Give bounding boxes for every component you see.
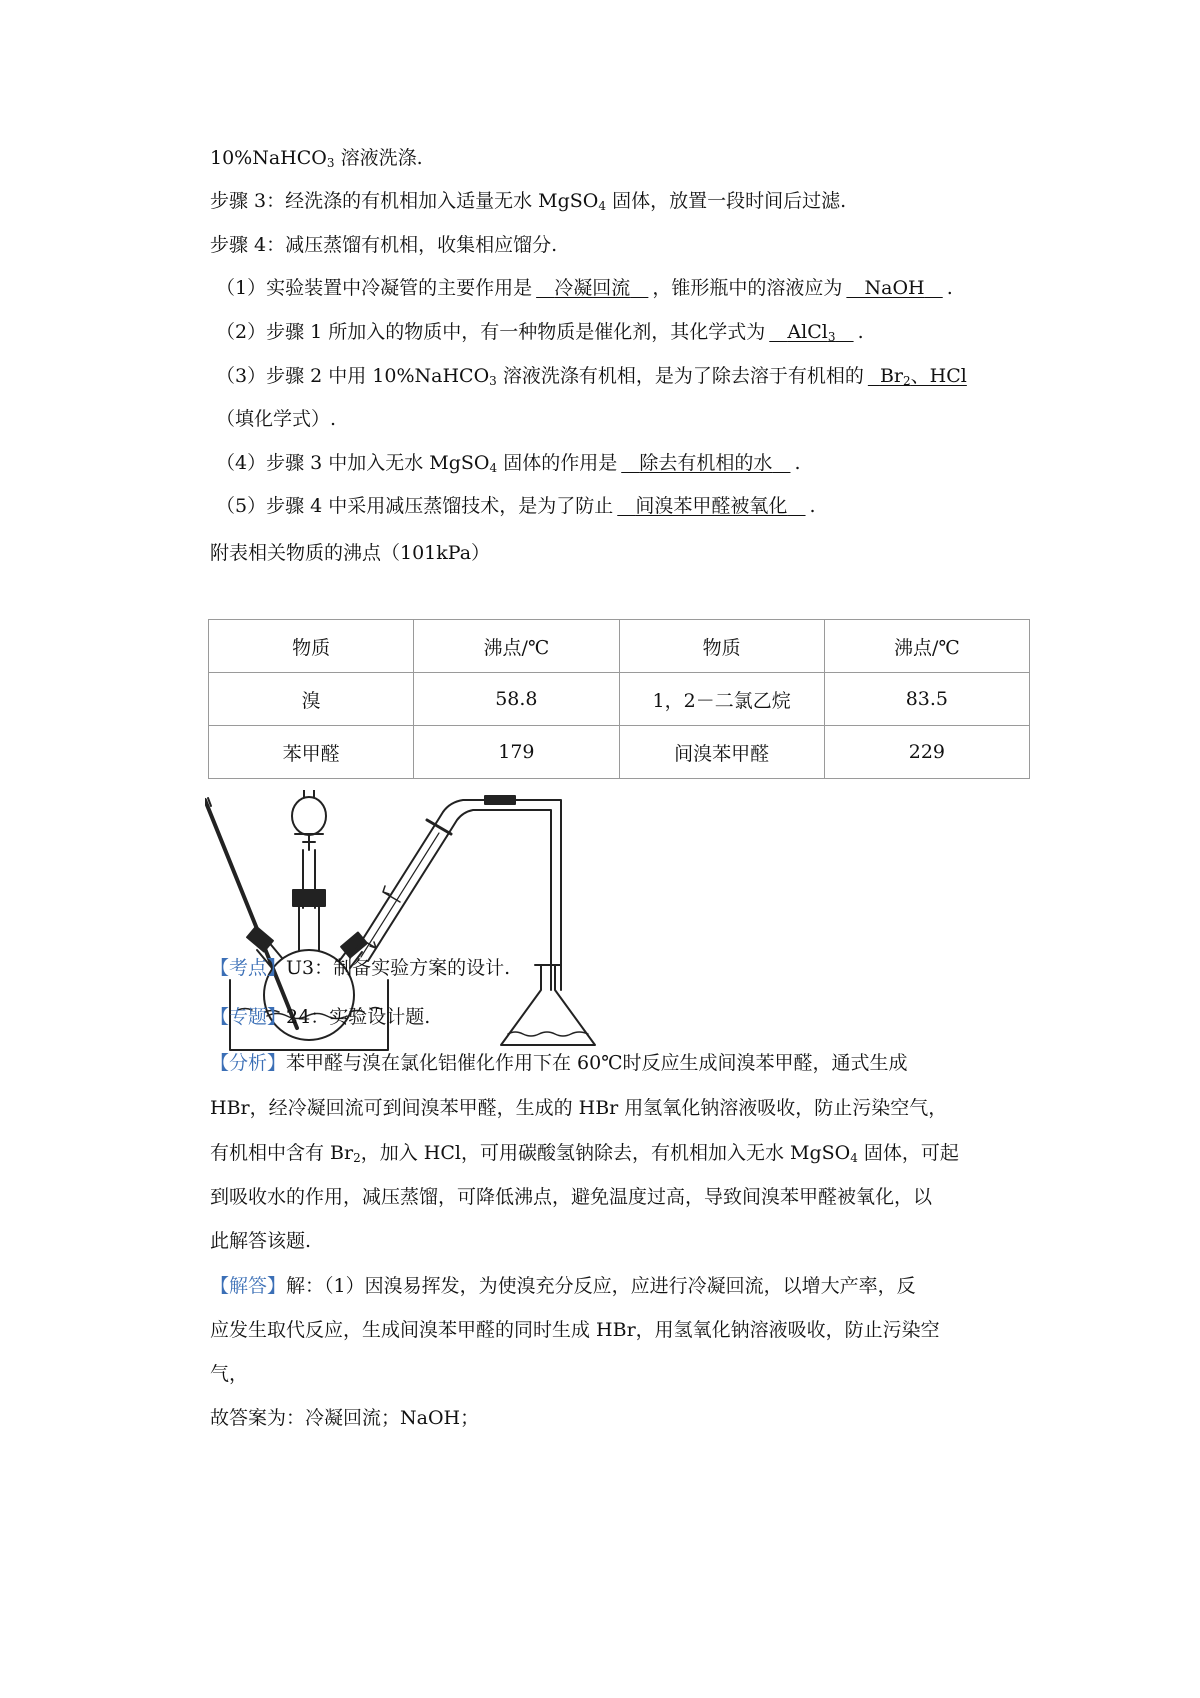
jieda-line-2: 应发生取代反应，生成间溴苯甲醛的同时生成 HBr，用氢氧化钠溶液吸收，防止污染空	[210, 1319, 940, 1341]
table-cell: 58.8	[414, 673, 619, 726]
header-cell: 物质	[209, 620, 414, 673]
table-cell: 179	[414, 726, 619, 779]
question-3: （3）步骤 2 中用 10%NaHCO$_3$ 溶液洗涤有机相，是为了除去溶于有机相的 $Br_2$、HCl	[216, 363, 971, 389]
table-row	[209, 673, 1030, 726]
table-cell: 溴	[209, 673, 414, 726]
table-cell: 83.5	[824, 673, 1029, 726]
table-header-row	[209, 620, 1030, 673]
answer-line: 故答案为：冷凝回流；NaOH；	[210, 1407, 480, 1429]
zhuanti-line: 【专题】24：实验设计题.	[210, 1006, 431, 1028]
answer-blank-3: AlCl$_3$	[787, 321, 836, 344]
table-cell: 229	[824, 726, 1029, 779]
fenxi-tag: 【分析】	[210, 1052, 287, 1074]
fenxi-line-5: 此解答该题.	[210, 1230, 312, 1252]
jieda-line-1: 【解答】解：（1）因溴易挥发，为使溴充分反应，应进行冷凝回流，以增大产率，反	[210, 1275, 916, 1297]
table-cell: 间溴苯甲醛	[619, 726, 824, 779]
jieda-line-3: 气，	[210, 1363, 249, 1385]
header-cell: 沸点/℃	[824, 620, 1029, 673]
table-row	[209, 726, 1030, 779]
conical-flask	[501, 965, 595, 1045]
table-cell: 1，2－二氯乙烷	[619, 673, 824, 726]
step-4: 步骤 4：减压蒸馏有机相，收集相应馏分.	[210, 234, 558, 256]
kaodian-line: 【考点】U3：制备实验方案的设计.	[210, 957, 511, 979]
boiling-point-table	[208, 619, 1030, 779]
zhuanti-tag: 【专题】	[210, 1006, 287, 1028]
fenxi-line-3: 有机相中含有 $Br_2$，加入 HCl，可用碳酸氢钠除去，有机相加入无水 MgSO$_4$ 固体，可起	[210, 1142, 959, 1165]
answer-blank-2: NaOH	[864, 277, 925, 299]
answer-blank-4: $Br_2$、HCl	[879, 365, 967, 388]
header-cell: 物质	[619, 620, 824, 673]
kaodian-tag: 【考点】	[210, 957, 287, 979]
table-cell: 苯甲醛	[209, 726, 414, 779]
thermometer	[205, 798, 297, 1028]
text-line-nahco3-wash: 10%NaHCO$_3$ 溶液洗涤.	[210, 147, 423, 170]
question-1: （1）实验装置中冷凝管的主要作用是 冷凝回流 ，锥形瓶中的溶液应为 NaOH .	[216, 277, 953, 299]
jieda-tag: 【解答】	[210, 1275, 287, 1297]
question-2: （2）步骤 1 所加入的物质中，有一种物质是催化剂，其化学式为 AlCl$_3$ .	[216, 321, 864, 344]
answer-blank-5: 除去有机相的水	[639, 452, 773, 474]
step-3: 步骤 3：经洗涤的有机相加入适量无水 MgSO$_4$ 固体，放置一段时间后过滤.	[210, 190, 847, 213]
question-4: （4）步骤 3 中加入无水 MgSO$_4$ 固体的作用是 除去有机相的水 .	[216, 452, 801, 475]
fenxi-line-2: HBr，经冷凝回流可到间溴苯甲醛，生成的 HBr 用氢氧化钠溶液吸收，防止污染空气，	[210, 1097, 948, 1119]
header-cell: 沸点/℃	[414, 620, 619, 673]
answer-blank-1: 冷凝回流	[554, 277, 631, 299]
answer-blank-6: 间溴苯甲醛被氧化	[635, 495, 788, 517]
fenxi-line-4: 到吸收水的作用，减压蒸馏，可降低沸点，避免温度过高，导致间溴苯甲醛被氧化，以	[210, 1186, 933, 1208]
question-5: （5）步骤 4 中采用减压蒸馏技术，是为了防止 间溴苯甲醛被氧化 .	[216, 495, 816, 517]
question-3-cont: （填化学式）.	[216, 408, 337, 430]
fenxi-line-1: 【分析】苯甲醛与溴在氯化铝催化作用下在 60℃时反应生成间溴苯甲醛，通式生成	[210, 1052, 908, 1074]
table-caption: 附表相关物质的沸点（101kPa）	[210, 542, 491, 564]
